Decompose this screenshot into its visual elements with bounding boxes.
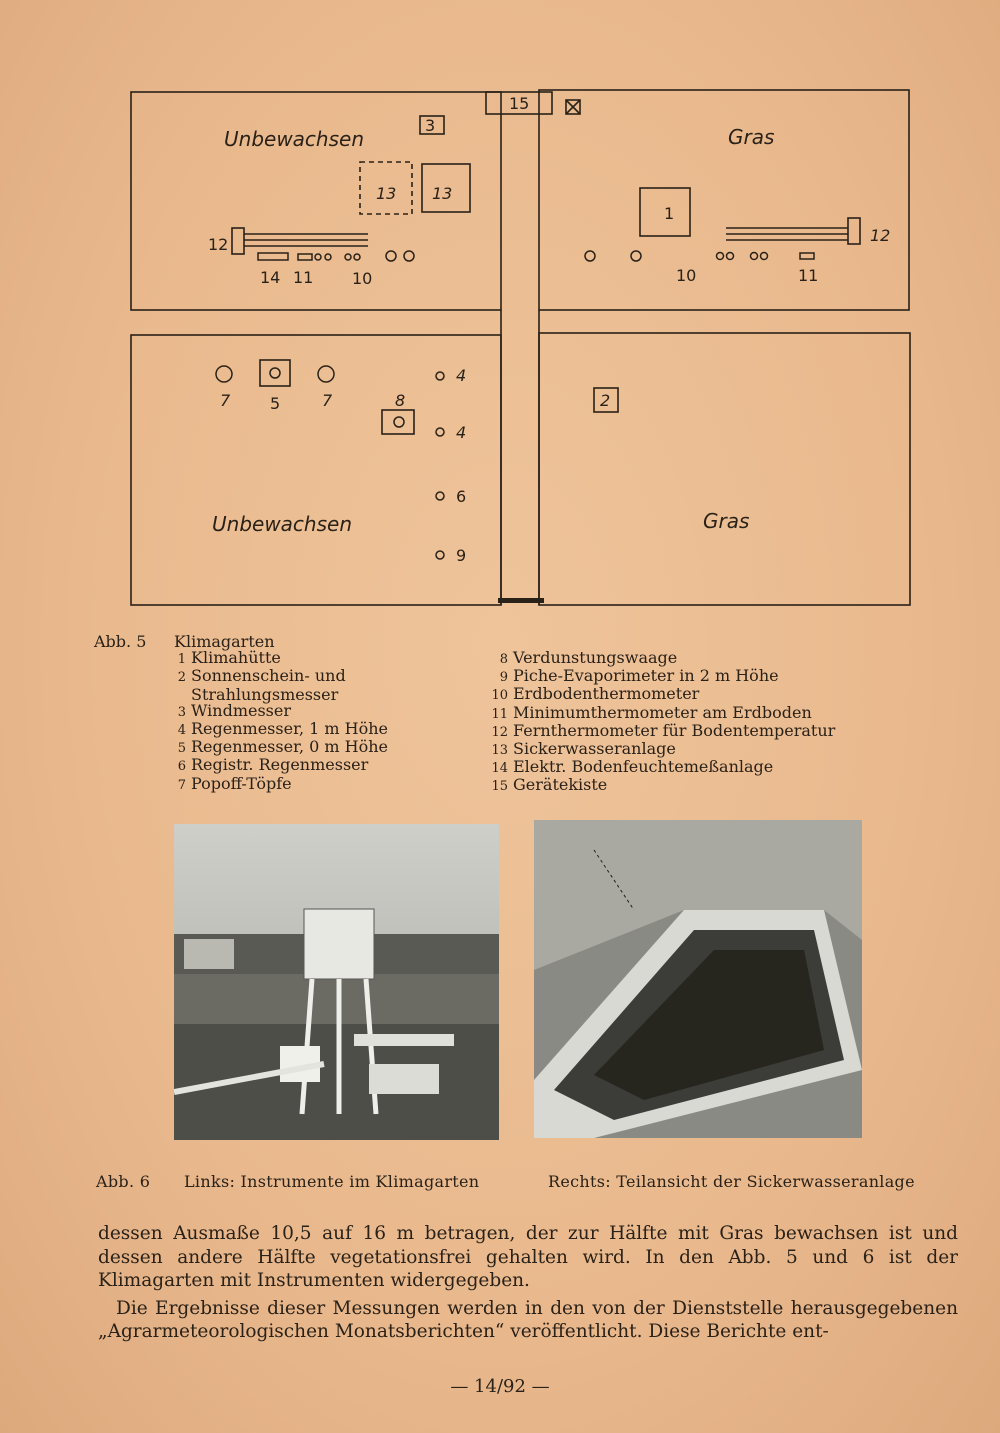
weather-hut [304, 909, 374, 979]
legend-item: 2 Sonnenschein- und [177, 666, 346, 686]
legend-item: 1 Klimahütte [177, 648, 281, 668]
mark-10a: 10 [352, 269, 373, 288]
legend-item: 12 Fernthermometer für Bodentemperatur [491, 720, 836, 740]
mark-13a: 13 [376, 184, 397, 203]
box-8 [382, 410, 414, 434]
label-unbewachsen-top: Unbewachsen [224, 127, 364, 151]
plot-top-right [539, 90, 909, 310]
mark-13b: 13 [432, 184, 453, 203]
mark-1: 1 [664, 204, 675, 223]
plot-bottom-left [131, 335, 501, 605]
mark-6: 6 [456, 487, 467, 506]
body-text [98, 1222, 958, 1344]
mark-4b: 4 [456, 423, 467, 442]
mark-8: 8 [395, 391, 406, 410]
photo-seepage-system [534, 820, 862, 1138]
thermo-12-left [232, 228, 244, 254]
mark-12b: 12 [870, 226, 891, 245]
legend-item: 14 Elektr. Bodenfeuchtemeßanlage [491, 757, 774, 777]
legend-item: Strahlungsmesser [191, 684, 339, 704]
thermo-12-right [848, 218, 860, 244]
label-gras-bottom: Gras [703, 509, 750, 533]
legend-figure-label: Abb. 5 [94, 632, 147, 651]
caption-left: Links: Instrumente im Klimagarten [184, 1172, 480, 1191]
mark-11b: 11 [798, 266, 819, 285]
box-5 [260, 360, 290, 386]
legend-item: 4 Regenmesser, 1 m Höhe [177, 719, 389, 739]
mark-10b: 10 [676, 266, 697, 285]
mark-7a: 7 [220, 391, 231, 410]
figure-6-caption [96, 1172, 915, 1191]
caption-right: Rechts: Teilansicht der Sickerwasseranlage [548, 1172, 915, 1191]
mark-3: 3 [425, 116, 436, 135]
site-plan-diagram [120, 80, 920, 620]
legend-item: 13 Sickerwasseranlage [491, 739, 676, 759]
photo-instruments [174, 824, 499, 1140]
label-unbewachsen-bottom: Unbewachsen [212, 512, 352, 536]
legend-item: 10 Erdbodenthermometer [491, 684, 700, 704]
legend-item: 3 Windmesser [177, 700, 292, 720]
legend-item: 8 Verdunstungswaage [499, 648, 678, 667]
legend-item: 6 Registr. Regenmesser [177, 755, 369, 775]
mark-4a: 4 [456, 366, 467, 385]
legend-title: Klimagarten [174, 632, 275, 651]
mark-7b: 7 [322, 391, 333, 410]
legend-item: 11 Minimumthermometer am Erdboden [491, 702, 812, 722]
page-number: — 14/92 — [450, 1376, 550, 1397]
legend-item: 9 Piche-Evaporimeter in 2 m Höhe [499, 666, 779, 686]
legend-right-column [488, 650, 835, 796]
mark-12a: 12 [208, 235, 229, 254]
legend-left-column [174, 634, 388, 794]
legend-item: 15 Gerätekiste [491, 775, 608, 795]
mark-11a: 11 [293, 268, 314, 287]
legend-item: 7 Popoff-Töpfe [177, 773, 292, 793]
caption-figure-label: Abb. 6 [96, 1172, 151, 1191]
paragraph-2: Die Ergebnisse dieser Messungen werden in den von der Dienststelle herausgegebenen „Agrarmeteorologischen Monatsberichten“ veröffentlicht. Diese Berichte ent- [98, 1297, 958, 1342]
legend-item: 5 Regenmesser, 0 m Höhe [177, 737, 389, 757]
mark-5: 5 [270, 394, 281, 413]
gravel-strip [498, 598, 544, 603]
plot-bottom-right [539, 333, 910, 605]
mark-15: 15 [509, 94, 530, 113]
mark-2: 2 [600, 391, 611, 410]
paragraph-1: dessen Ausmaße 10,5 auf 16 m betragen, der zur Hälfte mit Gras bewachsen ist und dessen andere Hälfte vegetationsfrei gehalten wird. In den Abb. 5 und 6 ist der Klimagarten mit Instrumenten widergegeben. [98, 1223, 958, 1291]
mark-14: 14 [260, 268, 281, 287]
mark-9: 9 [456, 546, 467, 565]
label-gras-top: Gras [728, 125, 775, 149]
